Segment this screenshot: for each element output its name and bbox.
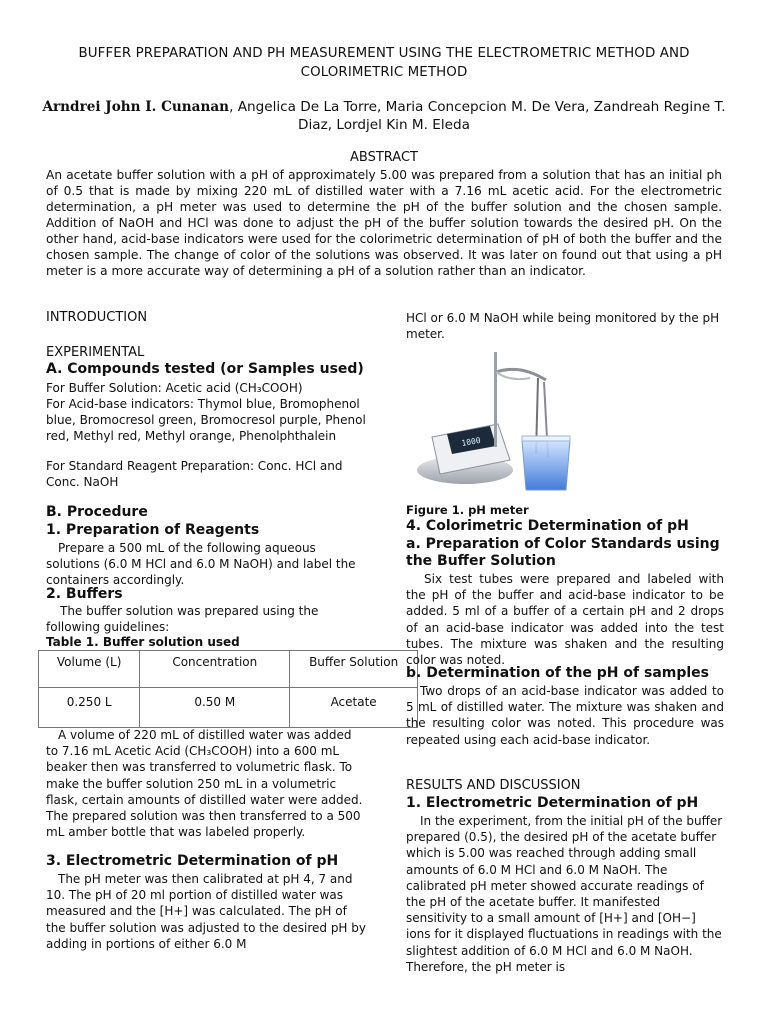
electrometric-heading: 3. Electrometric Determination of pH bbox=[46, 853, 339, 869]
beaker bbox=[522, 436, 570, 490]
ph-meter-image bbox=[410, 342, 585, 500]
table-header-cell: Volume (L) bbox=[39, 651, 140, 688]
continued-text: HCl or 6.0 M NaOH while being monitored by the pH meter. bbox=[406, 311, 720, 342]
results-heading: RESULTS AND DISCUSSION bbox=[406, 778, 581, 793]
results-text: In the experiment, from the initial pH of the buffer prepared (0.5), the desired pH of the acetate buffer which is 5.00 was reached through adding small amounts of 6.0 M HCl and 6.0 M NaOH. The calibrated pH meter showed accurate readings of the pH of the acetate buffer. It manifested sensitivity to a small amount of [H+] and [OH−] ions for it displayed fluctuations in readings with the slightest addition of 6.0 M HCl and 6.0 M NaOH. Therefore, the pH meter is bbox=[406, 814, 723, 974]
reagents-heading: 1. Preparation of Reagents bbox=[46, 522, 260, 538]
samples-heading: b. Determination of the pH of samples bbox=[406, 665, 709, 681]
table-cell: Acetate bbox=[290, 688, 418, 728]
lead-author: Arndrei John I. Cunanan bbox=[42, 99, 230, 115]
table-header-cell: Concentration bbox=[140, 651, 290, 688]
meter-display: 1000 bbox=[460, 435, 482, 448]
paper-title: BUFFER PREPARATION AND PH MEASUREMENT USING THE ELECTROMETRIC METHOD AND COLORIMETRIC METHOD bbox=[78, 46, 690, 80]
electrometric-text: The pH meter was then calibrated at pH 4, 7 and 10. The pH of 20 ml portion of distilled water was measured and the [H+] was calculated. The pH of the buffer solution was adjusted to the desired pH by adding in portions of either 6.0 M bbox=[46, 872, 366, 951]
results-subheading: 1. Electrometric Determination of pH bbox=[406, 795, 699, 811]
volume-text: A volume of 220 mL of distilled water was added to 7.16 mL Acetic Acid (CH₃COOH) into a 600 mL beaker then was transferred to volumetric flask. To make the buffer solution 250 mL in a volumetric flask, certain amounts of distilled water were added. The prepared solution was then transferred to a 500 mL amber bottle that was labeled properly. bbox=[46, 728, 363, 840]
buffers-text: The buffer solution was prepared using the following guidelines: bbox=[46, 604, 319, 635]
table-header-cell: Buffer Solution bbox=[290, 651, 418, 688]
compounds-heading: A. Compounds tested (or Samples used) bbox=[46, 361, 364, 377]
abstract-text: An acetate buffer solution with a pH of approximately 5.00 was prepared from a solution that has an initial ph of 0.5 that is made by mixing 220 mL of distilled water with a 7.16 mL acetic acid. For the electrometric determination, a pH meter was used to determine the pH of the buffer solution and the chosen sample. Addition of NaOH and HCl was done to adjust the pH of the buffer solution towards the desired pH. On the other hand, acid-base indicators were used for the colorimetric determination of pH of both the buffer and the chosen sample. The change of color of the solutions was observed. It was later on found out that using a pH meter is a more accurate way of determining a pH of a solution rather than an indicator. bbox=[46, 168, 722, 278]
table-cell: 0.50 M bbox=[140, 688, 290, 728]
introduction-heading: INTRODUCTION bbox=[46, 310, 148, 325]
co-authors: , Angelica De La Torre, Maria Concepcion M. De Vera, Zandreah Regine T. Diaz, Lordjel Kin M. Eleda bbox=[229, 99, 726, 133]
standards-heading: a. Preparation of Color Standards using the Buffer Solution bbox=[406, 536, 720, 569]
table-row bbox=[39, 688, 418, 728]
figure-caption: Figure 1. pH meter bbox=[406, 503, 529, 517]
buffer-table bbox=[38, 650, 418, 728]
reagents-text: Prepare a 500 mL of the following aqueous solutions (6.0 M HCl and 6.0 M NaOH) and label the containers accordingly. bbox=[46, 541, 356, 588]
standards-text: Six test tubes were prepared and labeled with the pH of the buffer and acid-base indicator to be added. 5 ml of a buffer of a certain pH and 2 drops of an acid-base indicator was added into the test tubes. The mixture was shaken and the resulting color was noted. bbox=[406, 572, 724, 668]
table-cell: 0.250 L bbox=[39, 688, 140, 728]
buffers-heading: 2. Buffers bbox=[46, 586, 123, 602]
samples-text: Two drops of an acid-base indicator was added to 5 mL of distilled water. The mixture was shaken and the resulting color was noted. This procedure was repeated using each acid-base indicator. bbox=[406, 684, 724, 747]
table-header-row bbox=[39, 651, 418, 688]
table-caption: Table 1. Buffer solution used bbox=[46, 635, 240, 649]
compounds-reagent: For Standard Reagent Preparation: Conc. HCl and Conc. NaOH bbox=[46, 459, 343, 490]
compounds-indicators: For Acid-base indicators: Thymol blue, Bromophenol blue, Bromocresol green, Bromocresol purple, Phenol red, Methyl red, Methyl orange, Phenolphthalein bbox=[46, 397, 366, 444]
colorimetric-heading: 4. Colorimetric Determination of pH bbox=[406, 518, 689, 534]
experimental-heading: EXPERIMENTAL bbox=[46, 345, 145, 360]
procedure-heading: B. Procedure bbox=[46, 504, 148, 520]
author-list bbox=[40, 98, 728, 134]
abstract-heading: ABSTRACT bbox=[350, 150, 418, 165]
compounds-buffer: For Buffer Solution: Acetic acid (CH₃COOH) bbox=[46, 381, 303, 395]
